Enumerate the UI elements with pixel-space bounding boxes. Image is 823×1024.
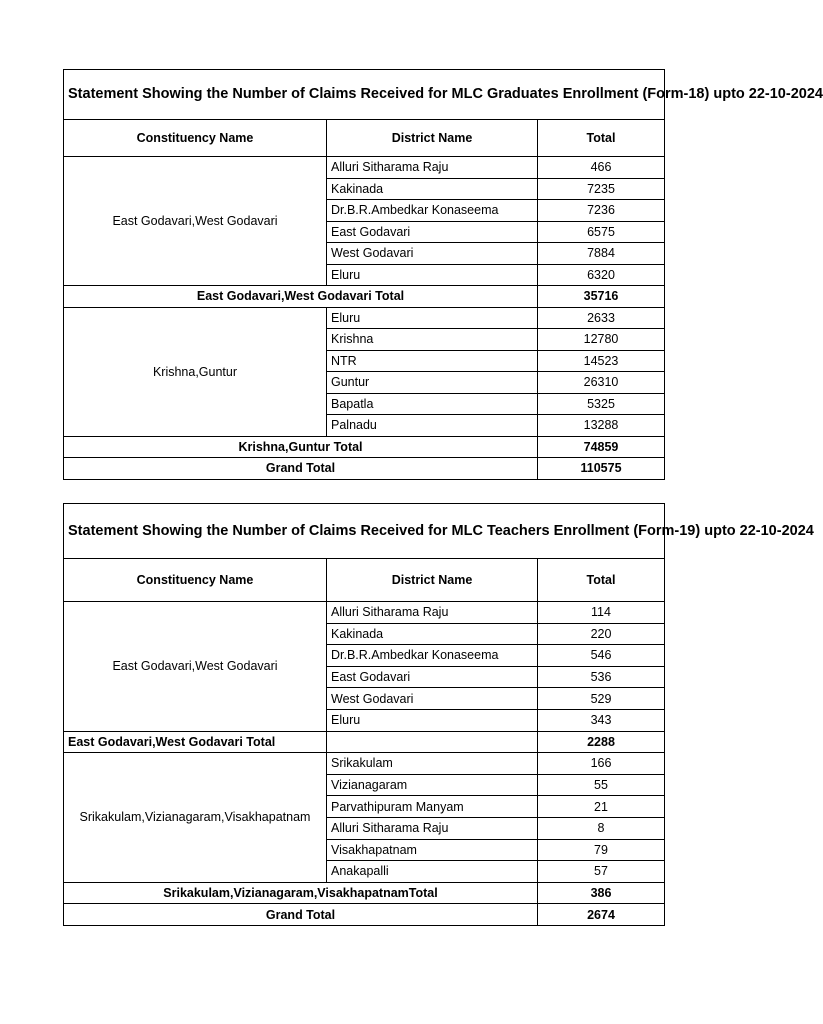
total-cell: 343 [538,709,665,731]
constituency-cell: Srikakulam,Vizianagaram,Visakhapatnam [64,753,327,883]
total-cell: 13288 [538,415,665,437]
grand-total-label: Grand Total [64,458,538,480]
total-cell: 26310 [538,372,665,394]
total-cell: 5325 [538,393,665,415]
grand-total-value: 2674 [538,904,665,926]
district-cell: Alluri Sitharama Raju [327,817,538,839]
total-cell: 7884 [538,243,665,265]
grand-total-value: 110575 [538,458,665,480]
total-cell: 55 [538,774,665,796]
teachers-claims-table [63,503,814,926]
total-cell: 7235 [538,178,665,200]
district-cell: Palnadu [327,415,538,437]
district-cell: Eluru [327,264,538,286]
total-cell: 79 [538,839,665,861]
constituency-cell: East Godavari,West Godavari [64,602,327,732]
total-cell: 7236 [538,200,665,222]
district-cell: West Godavari [327,688,538,710]
district-cell: Parvathipuram Manyam [327,796,538,818]
teachers-table-title: Statement Showing the Number of Claims Received for MLC Teachers Enrollment (Form-19) upto 22-10-2024 [64,504,665,559]
column-header-total: Total [538,559,665,602]
table-row [64,602,665,624]
subtotal-label: Krishna,Guntur Total [64,436,538,458]
total-cell: 8 [538,817,665,839]
district-cell: East Godavari [327,666,538,688]
empty-cell [327,731,538,753]
subtotal-row [64,436,665,458]
district-cell: Guntur [327,372,538,394]
total-cell: 529 [538,688,665,710]
district-cell: Alluri Sitharama Raju [327,157,538,179]
district-cell: Alluri Sitharama Raju [327,602,538,624]
column-header-constituency: Constituency Name [64,120,327,157]
district-cell: Dr.B.R.Ambedkar Konaseema [327,200,538,222]
grand-total-row [64,458,665,480]
total-cell: 536 [538,666,665,688]
district-cell: Kakinada [327,623,538,645]
table-row [64,753,665,775]
total-cell: 6575 [538,221,665,243]
table-row [64,157,665,179]
district-cell: Vizianagaram [327,774,538,796]
total-cell: 6320 [538,264,665,286]
constituency-cell: East Godavari,West Godavari [64,157,327,286]
subtotal-value: 386 [538,882,665,904]
district-cell: East Godavari [327,221,538,243]
district-cell: Kakinada [327,178,538,200]
district-cell: West Godavari [327,243,538,265]
total-cell: 12780 [538,329,665,351]
district-cell: Eluru [327,709,538,731]
district-cell: Eluru [327,307,538,329]
subtotal-value: 35716 [538,286,665,308]
total-cell: 220 [538,623,665,645]
subtotal-value: 2288 [538,731,665,753]
subtotal-label: Srikakulam,Vizianagaram,VisakhapatnamTotal [64,882,538,904]
total-cell: 466 [538,157,665,179]
subtotal-row [64,286,665,308]
total-cell: 2633 [538,307,665,329]
total-cell: 14523 [538,350,665,372]
grand-total-label: Grand Total [64,904,538,926]
total-cell: 21 [538,796,665,818]
graduates-claims-table [63,69,823,480]
subtotal-value: 74859 [538,436,665,458]
graduates-table-title: Statement Showing the Number of Claims Received for MLC Graduates Enrollment (Form-18) upto 22-10-2024 [64,70,665,120]
district-cell: Krishna [327,329,538,351]
subtotal-label: East Godavari,West Godavari Total [64,731,327,753]
total-cell: 166 [538,753,665,775]
district-cell: NTR [327,350,538,372]
grand-total-row [64,904,665,926]
total-cell: 546 [538,645,665,667]
column-header-total: Total [538,120,665,157]
total-cell: 57 [538,861,665,883]
column-header-district: District Name [327,559,538,602]
district-cell: Bapatla [327,393,538,415]
district-cell: Srikakulam [327,753,538,775]
table-row [64,307,665,329]
total-cell: 114 [538,602,665,624]
district-cell: Dr.B.R.Ambedkar Konaseema [327,645,538,667]
subtotal-row [64,882,665,904]
column-header-district: District Name [327,120,538,157]
column-header-constituency: Constituency Name [64,559,327,602]
district-cell: Anakapalli [327,861,538,883]
district-cell: Visakhapatnam [327,839,538,861]
constituency-cell: Krishna,Guntur [64,307,327,436]
subtotal-label: East Godavari,West Godavari Total [64,286,538,308]
subtotal-row [64,731,665,753]
